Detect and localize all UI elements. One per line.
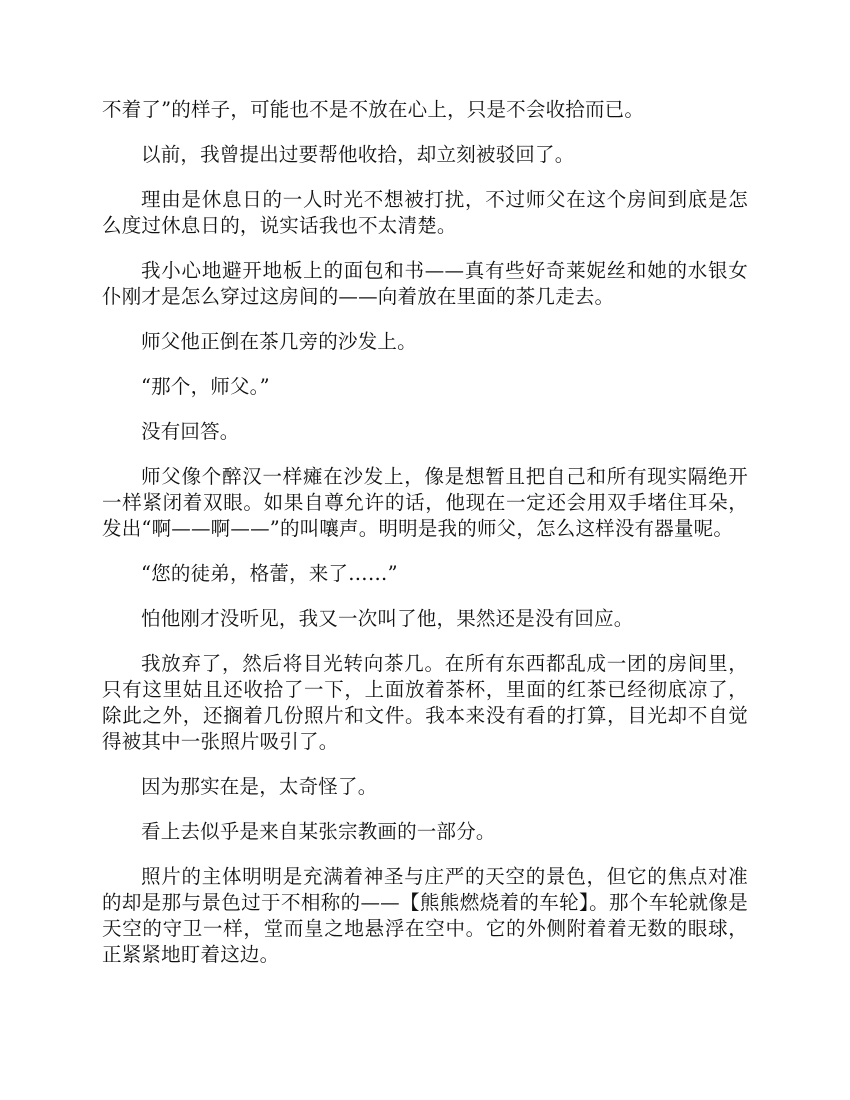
paragraph-11: 我放弃了，然后将目光转向茶几。在所有东西都乱成一团的房间里，只有这里姑且还收拾了一下，上面放着茶杯，里面的红茶已经彻底凉了，除此之外，还搁着几份照片和文件。我本来没有看的打算，目光却不自觉得被其中一张照片吸引了。 xyxy=(102,652,748,753)
document-page xyxy=(102,97,748,987)
paragraph-14: 照片的主体明明是充满着神圣与庄严的天空的景色，但它的焦点对准的却是那与景色过于不相称的——【熊熊燃烧着的车轮】。那个车轮就像是天空的守卫一样，堂而皇之地悬浮在空中。它的外侧附着着无数的眼球，正紧紧地盯着这边。 xyxy=(102,865,748,966)
paragraph-8: 师父像个醉汉一样瘫在沙发上，像是想暂且把自己和所有现实隔绝开一样紧闭着双眼。如果自尊允许的话，他现在一定还会用双手堵住耳朵，发出“啊——啊——”的叫嚷声。明明是我的师父，怎么这样没有器量呢。 xyxy=(102,465,748,540)
paragraph-4: 我小心地避开地板上的面包和书——真有些好奇莱妮丝和她的水银女仆刚才是怎么穿过这房间的——向着放在里面的茶几走去。 xyxy=(102,259,748,308)
paragraph-5: 师父他正倒在茶几旁的沙发上。 xyxy=(141,330,417,353)
paragraph-1: 不着了”的样子，可能也不是不放在心上，只是不会收拾而已。 xyxy=(102,98,645,121)
paragraph-6: “那个，师父。” xyxy=(141,375,270,398)
paragraph-10: 怕他刚才没听见，我又一次叫了他，果然还是没有回应。 xyxy=(141,607,634,630)
paragraph-12: 因为那实在是，太奇怪了。 xyxy=(141,775,378,798)
paragraph-7: 没有回答。 xyxy=(141,420,240,443)
paragraph-13: 看上去似乎是来自某张宗教画的一部分。 xyxy=(141,820,496,843)
paragraph-9: “您的徒弟，格蕾，来了……” xyxy=(141,562,398,585)
paragraph-3: 理由是休息日的一人时光不想被打扰，不过师父在这个房间到底是怎么度过休息日的，说实话我也不太清楚。 xyxy=(102,188,748,237)
paragraph-2: 以前，我曾提出过要帮他收拾，却立刻被驳回了。 xyxy=(141,143,575,166)
